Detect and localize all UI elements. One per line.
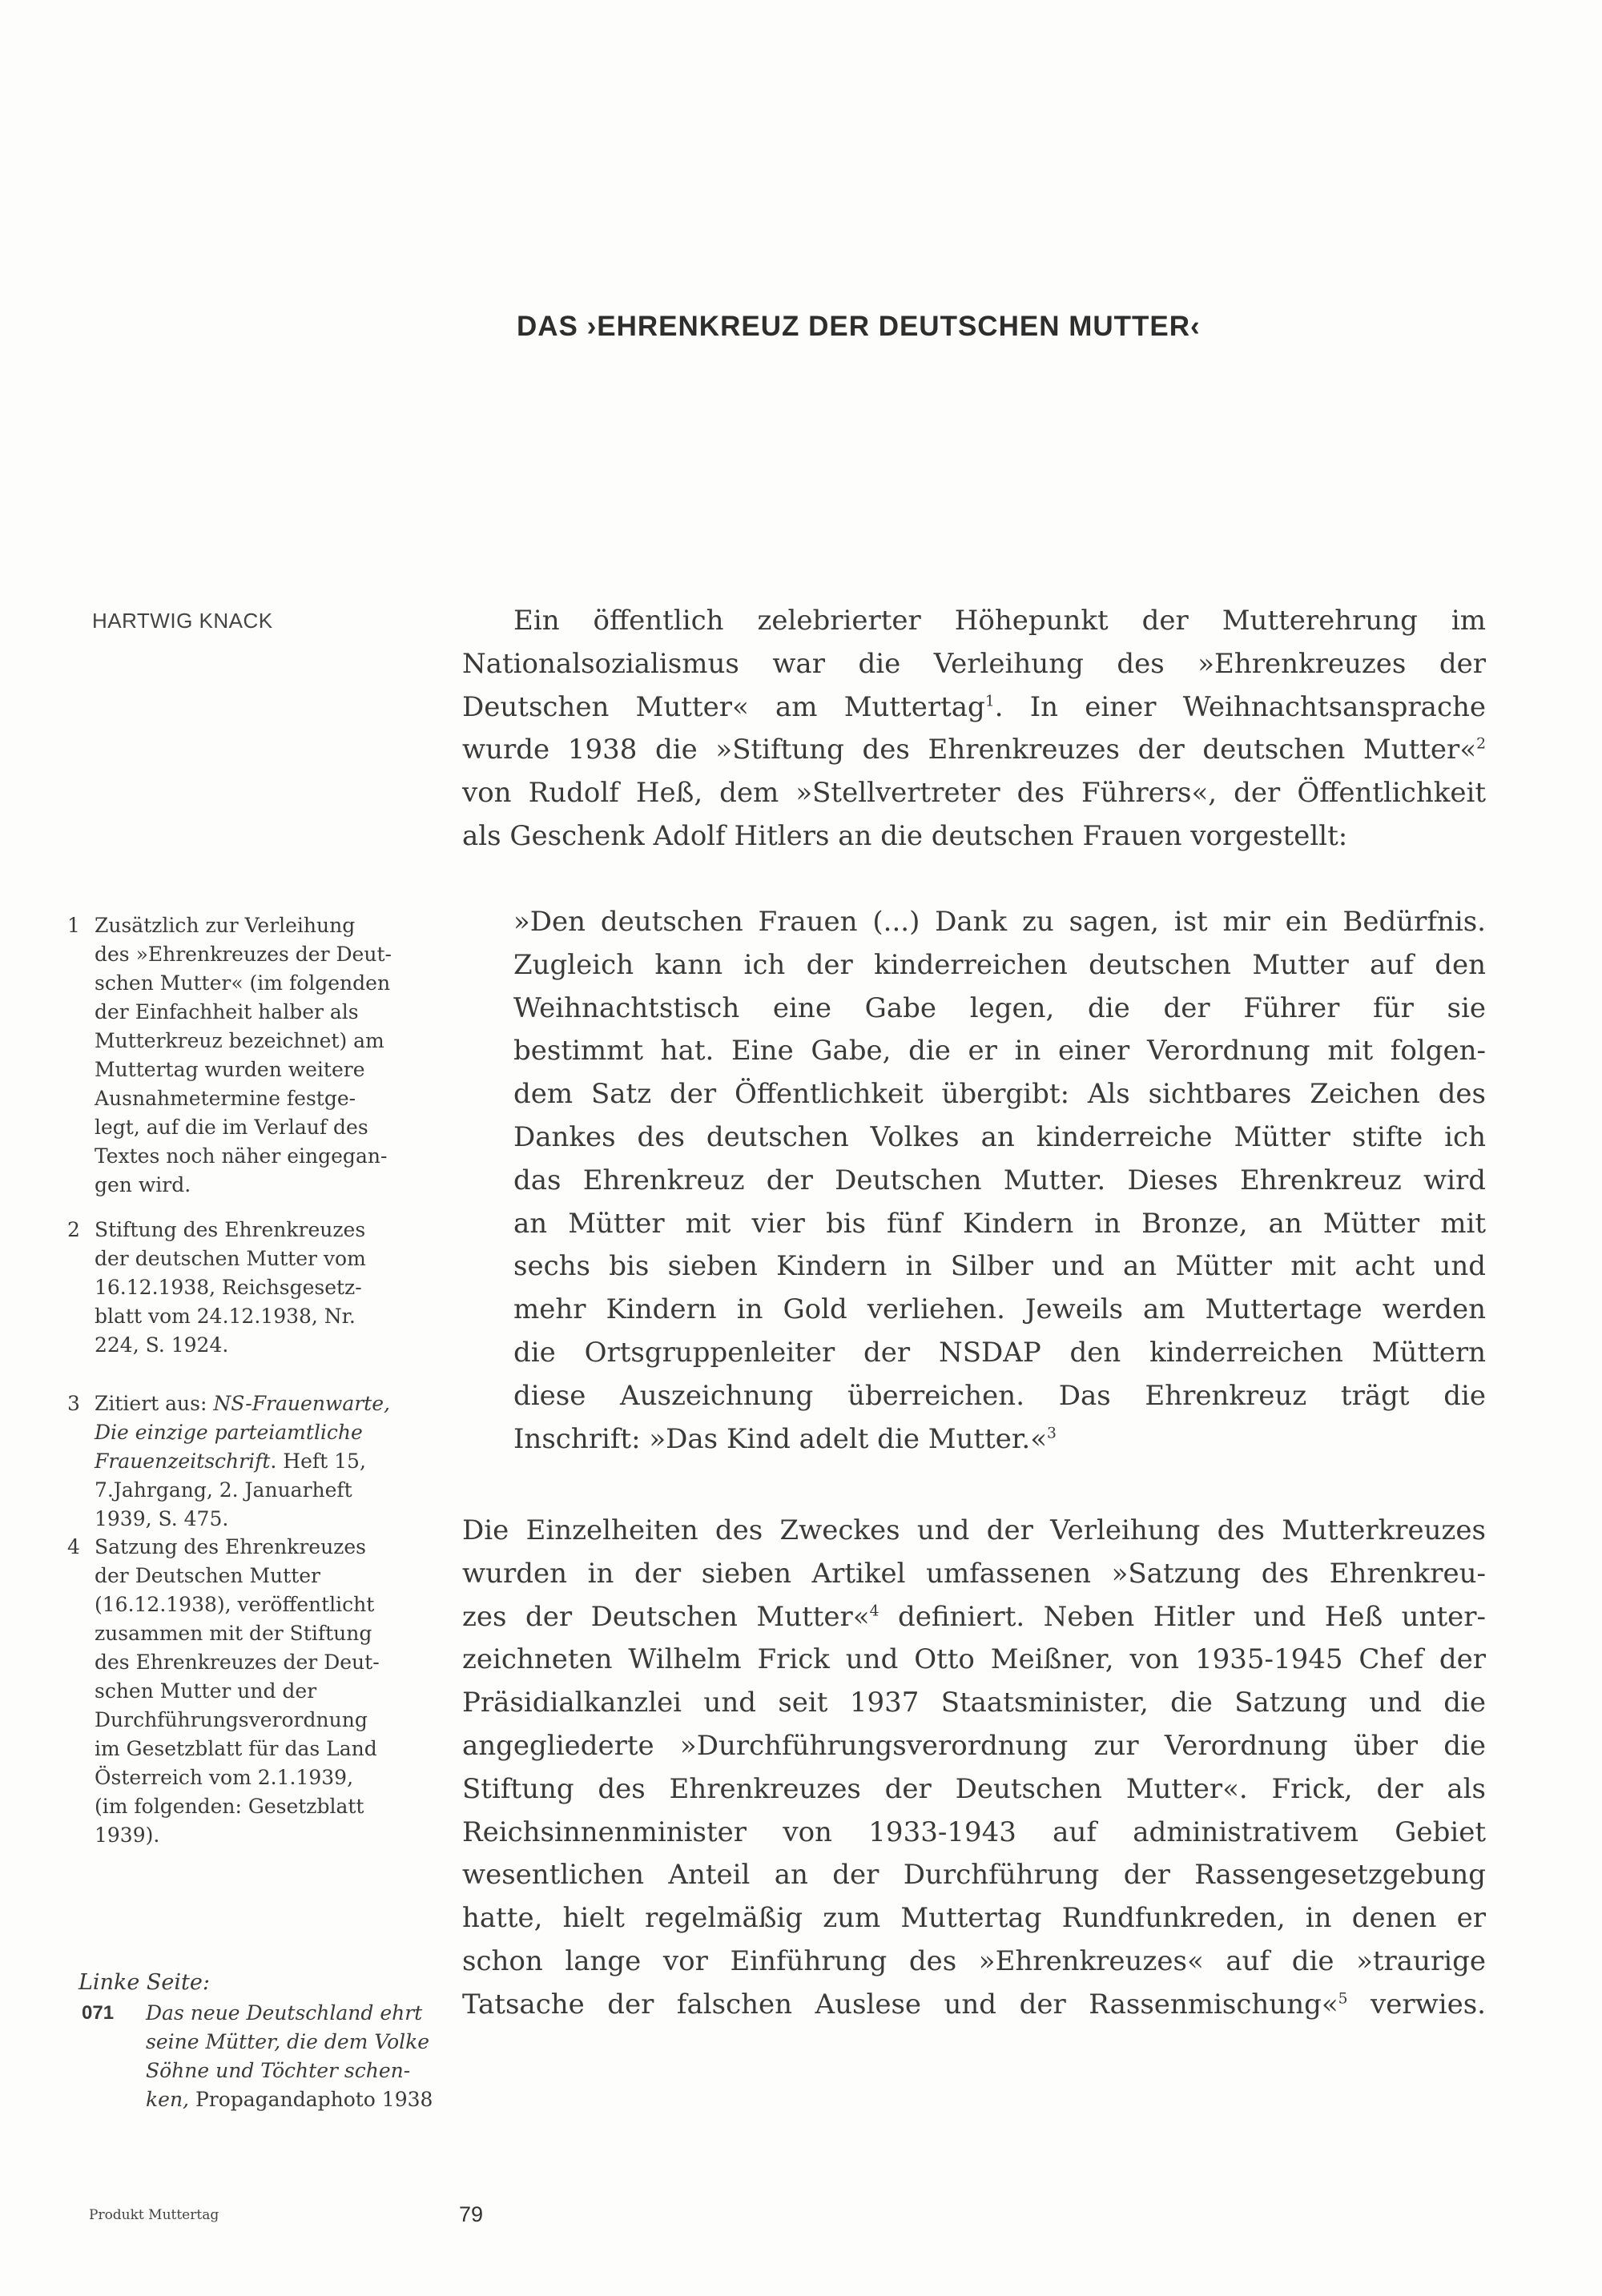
text-line: wesentlichen Anteil an der Durchführung der Rassengesetzgebung xyxy=(462,1859,1486,1892)
text-line: bestimmt hat. Eine Gabe, die er in einer Verordnung mit folgen- xyxy=(513,1035,1486,1068)
text-segment: . In einer Weihnachtsansprache xyxy=(994,690,1487,723)
running-footer-title: Produkt Muttertag xyxy=(89,2207,219,2223)
text-line: 1939). xyxy=(95,1824,160,1847)
text-line: angegliederte »Durchführungsverordnung zur Verordnung über die xyxy=(462,1729,1486,1762)
text-line xyxy=(513,1418,1486,1462)
text-line: 224, S. 1924. xyxy=(95,1333,229,1357)
text-line: des »Ehrenkreuzes der Deut- xyxy=(95,943,392,966)
text-line: Stiftung des Ehrenkreuzes xyxy=(95,1218,366,1241)
figure-caption xyxy=(82,1999,433,2114)
text-line: der deutschen Mutter vom xyxy=(95,1247,366,1270)
text-line: (im folgenden: Gesetzblatt xyxy=(95,1795,364,1818)
text-line: 16.12.1938, Reichsgesetz- xyxy=(95,1276,362,1299)
text-line: die Ortsgruppenleiter der NSDAP den kinderreichen Müttern xyxy=(513,1336,1486,1369)
text-line: diese Auszeichnung überreichen. Das Ehrenkreuz trägt die xyxy=(513,1379,1486,1412)
text-line: Durchführungsverordnung xyxy=(95,1708,368,1731)
text-line: Textes noch näher eingegan- xyxy=(95,1144,388,1168)
text-line: im Gesetzblatt für das Land xyxy=(95,1737,377,1760)
text-line: schen Mutter und der xyxy=(95,1679,317,1703)
caption-text: Söhne und Töchter schen- xyxy=(146,2059,411,2082)
text-line xyxy=(462,729,1486,772)
text-line xyxy=(146,2085,433,2114)
text-line: 7.Jahrgang, 2. Januarheft xyxy=(95,1478,352,1502)
text-line: zeichneten Wilhelm Frick und Otto Meißner, von 1935-1945 Chef der xyxy=(462,1643,1486,1676)
body-paragraph-2 xyxy=(462,1510,1486,2027)
text-line xyxy=(462,686,1486,730)
publication-title: NS-Frauenwarte, xyxy=(213,1392,390,1415)
text-segment: zes der Deutschen Mutter« xyxy=(462,1600,870,1633)
text-line: »Den deutschen Frauen (...) Dank zu sagen, ist mir ein Bedürfnis. xyxy=(513,906,1486,938)
footnote-ref-3: 3 xyxy=(1047,1425,1057,1442)
text-line: Zugleich kann ich der kinderreichen deutschen Mutter auf den xyxy=(513,948,1486,981)
text-line: Mutterkreuz bezeichnet) am xyxy=(95,1029,384,1052)
text-line xyxy=(146,2057,433,2085)
text-line: Dankes des deutschen Volkes an kinderreiche Mütter stifte ich xyxy=(513,1120,1486,1153)
text-segment: Zitiert aus: xyxy=(95,1392,214,1415)
footnote-2 xyxy=(67,1216,420,1360)
caption-text: seine Mütter, die dem Volke xyxy=(146,2030,430,2053)
footnote-ref-1: 1 xyxy=(984,693,995,710)
text-line xyxy=(146,2028,433,2057)
text-line: von Rudolf Heß, dem »Stellvertreter des Führers«, der Öffentlichkeit xyxy=(462,777,1486,810)
text-line: wurden in der sieben Artikel umfassenen »Satzung des Ehrenkreu- xyxy=(462,1557,1486,1590)
text-line: der Einfachheit halber als xyxy=(95,1000,359,1023)
figure-number: 071 xyxy=(82,2002,115,2024)
text-segment: . Heft 15, xyxy=(270,1450,366,1473)
text-line: Die Einzelheiten des Zweckes und der Verleihung des Mutterkreuzes xyxy=(462,1514,1486,1546)
footnote-1 xyxy=(67,911,420,1200)
footnote-4 xyxy=(67,1533,420,1850)
text-line: Zusätzlich zur Verleihung xyxy=(95,914,356,937)
footnote-number: 4 xyxy=(67,1535,80,1558)
text-line: Präsidialkanzlei und seit 1937 Staatsminister, die Satzung und die xyxy=(462,1687,1486,1719)
text-line: (16.12.1938), veröffentlicht xyxy=(95,1593,375,1616)
text-line xyxy=(95,1447,420,1476)
text-line: schon lange vor Einführung des »Ehrenkreuzes« auf die »traurige xyxy=(462,1944,1486,1977)
caption-source: Propagandaphoto 1938 xyxy=(189,2088,433,2111)
footnote-ref-5: 5 xyxy=(1338,1990,1348,2008)
text-line xyxy=(95,1418,420,1447)
text-line: zusammen mit der Stiftung xyxy=(95,1622,372,1645)
text-line: der Deutschen Mutter xyxy=(95,1564,320,1587)
text-line xyxy=(95,1389,420,1418)
publication-title: Frauenzeitschrift xyxy=(95,1450,271,1473)
text-line: Stiftung des Ehrenkreuzes der Deutschen Mutter«. Frick, der als xyxy=(462,1772,1486,1805)
text-line: blatt vom 24.12.1938, Nr. xyxy=(95,1305,356,1328)
text-line: an Mütter mit vier bis fünf Kindern in Bronze, an Mütter mit xyxy=(513,1207,1486,1240)
text-segment: Tatsache der falschen Auslese und der Rassenmischung« xyxy=(462,1988,1338,2021)
text-line: das Ehrenkreuz der Deutschen Mutter. Dieses Ehrenkreuz wird xyxy=(513,1164,1486,1196)
text-line: Weihnachtstisch eine Gabe legen, die der Führer für sie xyxy=(513,991,1486,1024)
publication-title: Die einzige parteiamtliche xyxy=(95,1421,363,1444)
text-line: legt, auf die im Verlauf des xyxy=(95,1116,368,1139)
text-line: dem Satz der Öffentlichkeit übergibt: Als sichtbares Zeichen des xyxy=(513,1078,1486,1111)
text-segment: definiert. Neben Hitler und Heß unter- xyxy=(879,1600,1487,1633)
text-segment: Deutschen Mutter« am Muttertag xyxy=(462,690,985,723)
text-line: Ein öffentlich zelebrierter Höhepunkt der Mutterehrung im xyxy=(513,605,1486,637)
caption-heading: Linke Seite: xyxy=(78,1970,210,1995)
footnote-number: 3 xyxy=(67,1392,80,1415)
text-line: 1939, S. 475. xyxy=(95,1507,229,1530)
text-line xyxy=(146,1999,433,2028)
text-line: Österreich vom 2.1.1939, xyxy=(95,1766,354,1789)
text-line: Reichsinnenminister von 1933-1943 auf administrativem Gebiet xyxy=(462,1815,1486,1848)
page-number: 79 xyxy=(459,2202,484,2226)
caption-text: Das neue Deutschland ehrt xyxy=(146,2001,423,2025)
text-line: Ausnahmetermine festge- xyxy=(95,1087,356,1110)
text-line xyxy=(462,1984,1486,2027)
text-line: mehr Kindern in Gold verliehen. Jeweils am Muttertage werden xyxy=(513,1293,1486,1326)
text-line: gen wird. xyxy=(95,1173,191,1196)
footnote-number: 1 xyxy=(67,914,80,937)
block-quote xyxy=(513,901,1486,1461)
text-line: hatte, hielt regelmäßig zum Muttertag Rundfunkreden, in denen er xyxy=(462,1902,1486,1935)
chapter-title: DAS ›EHRENKREUZ DER DEUTSCHEN MUTTER‹ xyxy=(517,311,1201,342)
text-line: sechs bis sieben Kindern in Silber und an Mütter mit acht und xyxy=(513,1250,1486,1283)
footnote-ref-2: 2 xyxy=(1476,736,1486,754)
text-line: Satzung des Ehrenkreuzes xyxy=(95,1535,366,1558)
footnote-number: 2 xyxy=(67,1218,80,1241)
text-segment: Inschrift: »Das Kind adelt die Mutter.« xyxy=(513,1422,1048,1455)
text-segment: verwies. xyxy=(1347,1988,1486,2021)
text-line: als Geschenk Adolf Hitlers an die deutschen Frauen vorgestellt: xyxy=(462,819,1348,852)
caption-text: ken, xyxy=(146,2088,189,2111)
author-name: HARTWIG KNACK xyxy=(92,609,273,633)
text-line: Nationalsozialismus war die Verleihung des »Ehrenkreuzes der xyxy=(462,647,1486,680)
text-line: des Ehrenkreuzes der Deut- xyxy=(95,1651,380,1674)
footnote-3 xyxy=(67,1389,420,1534)
footnote-ref-4: 4 xyxy=(869,1602,879,1620)
body-paragraph-1 xyxy=(462,600,1486,858)
text-line: Muttertag wurden weitere xyxy=(95,1058,365,1081)
text-segment: wurde 1938 die »Stiftung des Ehrenkreuzes der deutschen Mutter« xyxy=(462,734,1477,766)
text-line: schen Mutter« (im folgenden xyxy=(95,971,391,995)
text-line xyxy=(462,1596,1486,1639)
